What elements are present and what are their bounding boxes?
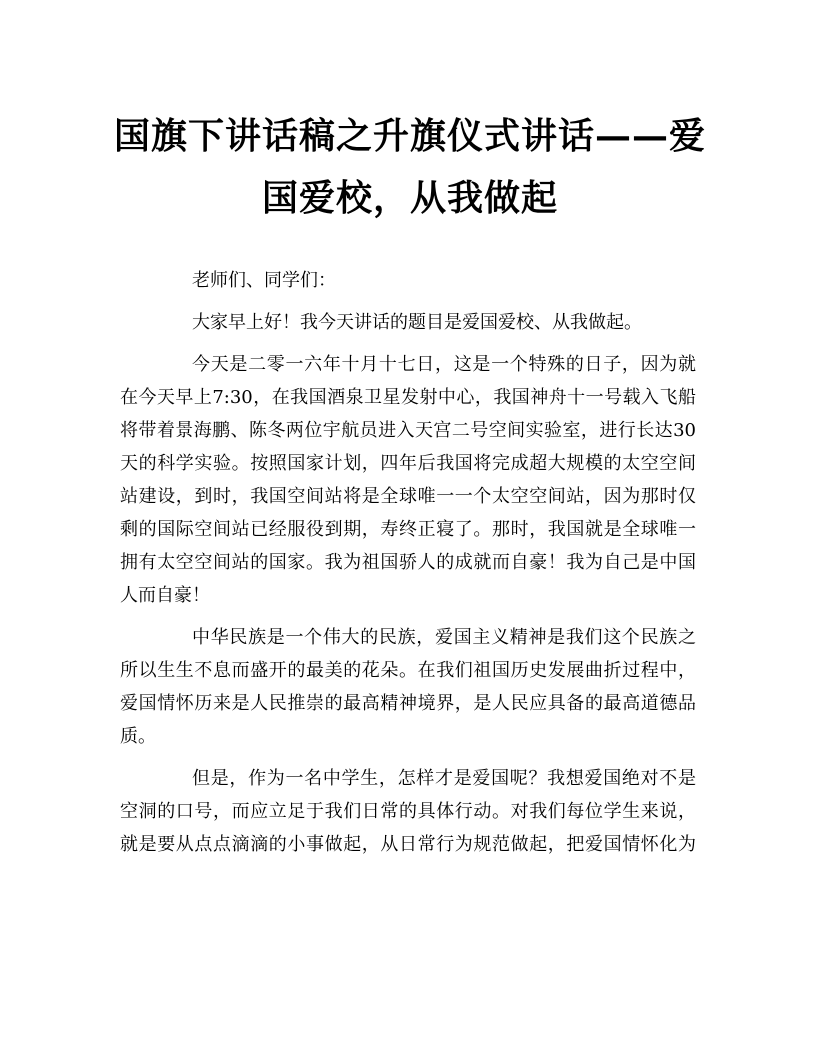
- body-paragraph: [120, 348, 696, 612]
- paragraph-line: 剩的国际空间站已经服役到期，寿终正寝了。那时，我国就是全球唯一: [120, 519, 696, 540]
- document-body: [120, 264, 696, 861]
- paragraph-line: 爱国情怀历来是人民推崇的最高精神境界，是人民应具备的最高道德品: [120, 693, 696, 714]
- paragraph-line: 天的科学实验。按照国家计划，四年后我国将完成超大规模的太空空间: [120, 453, 696, 474]
- paragraph-line: 将带着景海鹏、陈冬两位宇航员进入天宫二号空间实验室，进行长达30: [120, 420, 696, 441]
- paragraph-line: 老师们、同学们：: [192, 270, 336, 291]
- paragraph-line: 质。: [120, 726, 156, 747]
- document-title: [110, 105, 710, 229]
- title-line-2: 国爱校，从我做起: [261, 177, 558, 219]
- title-line-1: 国旗下讲话稿之升旗仪式讲话——爱: [113, 115, 706, 157]
- paragraph-line: 在今天早上7:30，在我国酒泉卫星发射中心，我国神舟十一号载入飞船: [120, 387, 696, 408]
- body-paragraph: [120, 621, 696, 753]
- paragraph-line: 中华民族是一个伟大的民族，爱国主义精神是我们这个民族之: [192, 627, 696, 648]
- paragraph-line: 人而自豪！: [120, 585, 210, 606]
- body-paragraph: [120, 762, 696, 861]
- paragraph-line: 今天是二零一六年十月十七日，这是一个特殊的日子，因为就: [192, 354, 696, 375]
- salutation-paragraph: [120, 264, 696, 297]
- paragraph-line: 所以生生不息而盛开的最美的花朵。在我们祖国历史发展曲折过程中，: [120, 660, 696, 681]
- paragraph-line: 大家早上好！我今天讲话的题目是爱国爱校、从我做起。: [192, 312, 642, 333]
- paragraph-line: 拥有太空空间站的国家。我为祖国骄人的成就而自豪！我为自己是中国: [120, 552, 696, 573]
- paragraph-line: 就是要从点点滴滴的小事做起，从日常行为规范做起，把爱国情怀化为: [120, 834, 696, 855]
- paragraph-line: 但是，作为一名中学生，怎样才是爱国呢？我想爱国绝对不是: [192, 768, 696, 789]
- greeting-paragraph: [120, 306, 696, 339]
- paragraph-line: 站建设，到时，我国空间站将是全球唯一一个太空空间站，因为那时仅: [120, 486, 696, 507]
- paragraph-line: 空洞的口号，而应立足于我们日常的具体行动。对我们每位学生来说，: [120, 801, 696, 822]
